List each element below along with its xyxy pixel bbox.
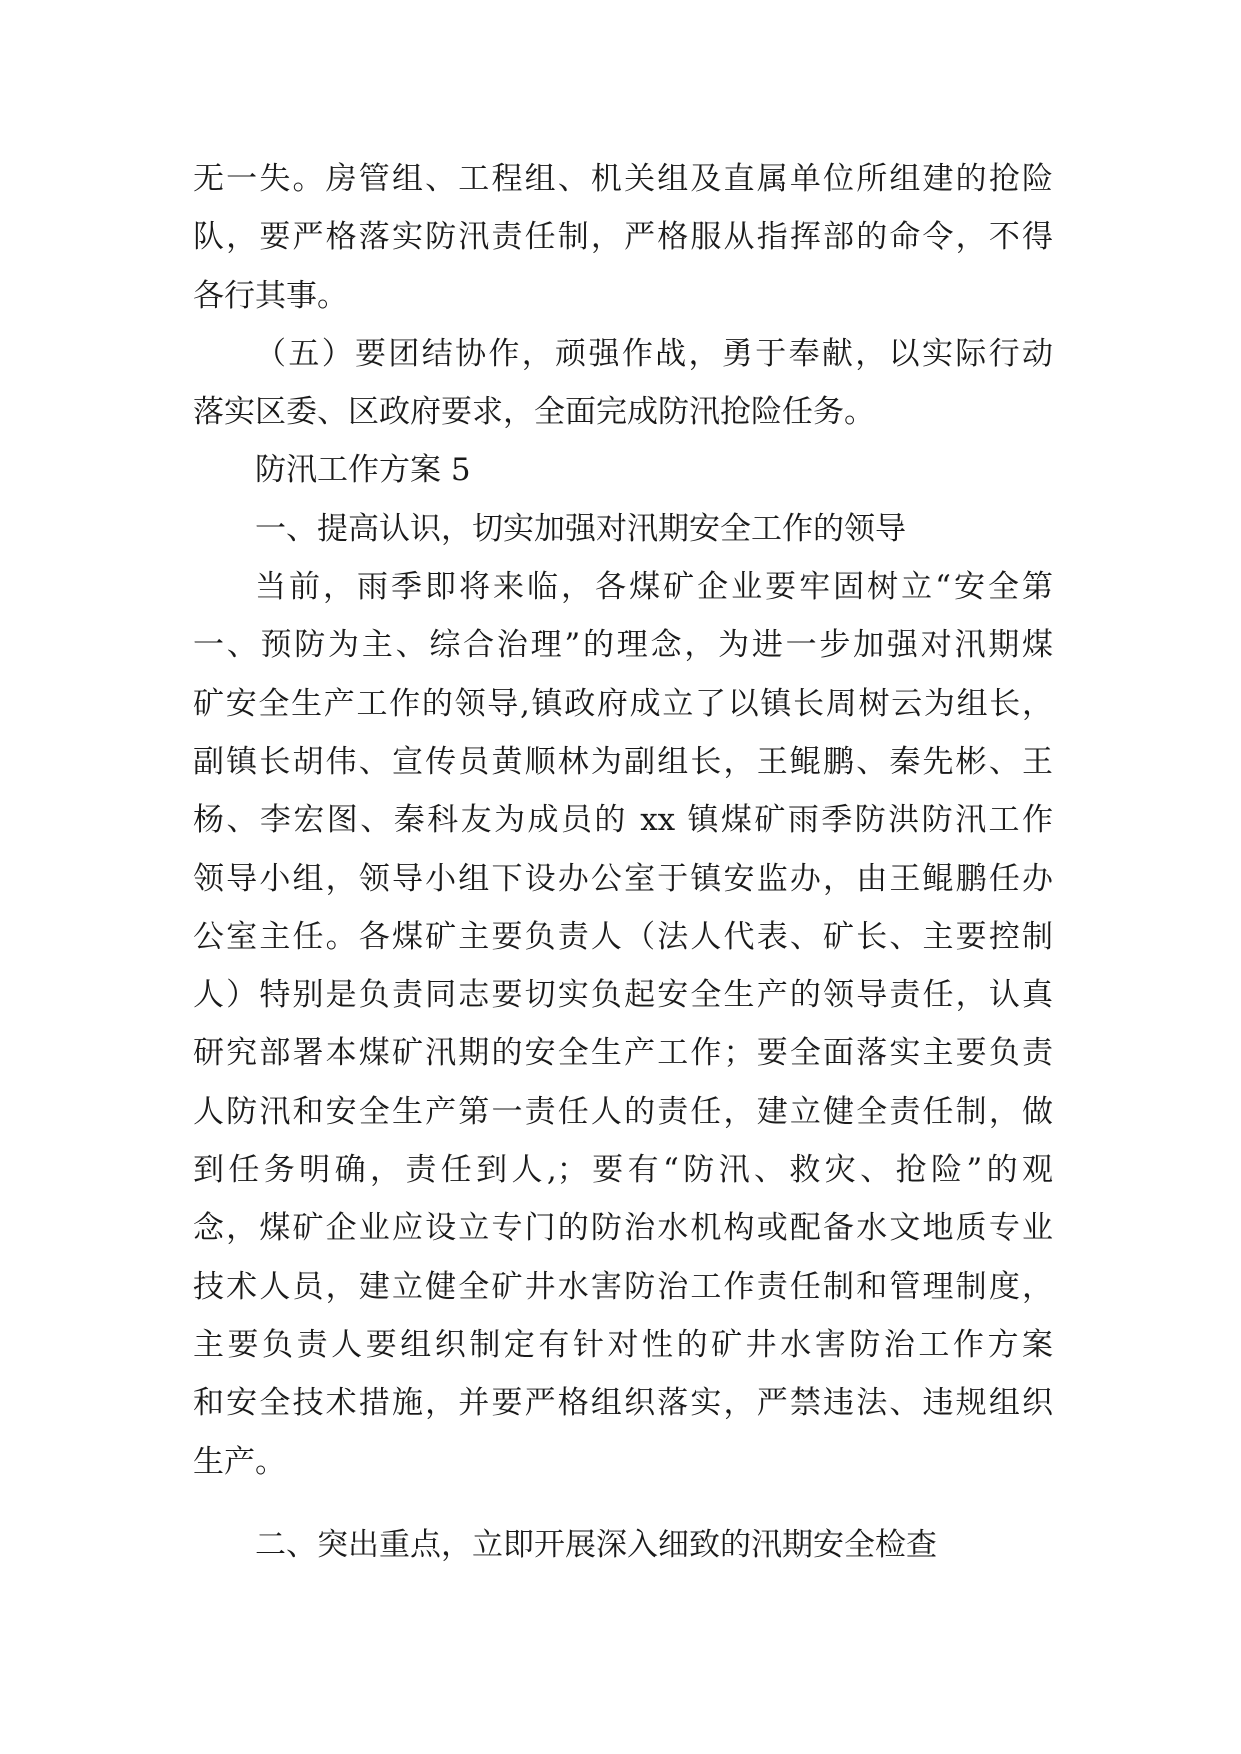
text-line: 落实区委、区政府要求，全面完成防汛抢险任务。: [193, 394, 875, 431]
text-line: 人）特别是负责同志要切实负起安全生产的领导责任，认真: [193, 977, 1053, 1014]
text-line: 一、提高认识，切实加强对汛期安全工作的领导: [255, 510, 906, 547]
text-line: 当前，雨季即将来临，各煤矿企业要牢固树立“安全第: [255, 569, 1053, 606]
text-line: 无一失。房管组、工程组、机关组及直属单位所组建的抢险: [193, 161, 1053, 197]
text-line: 生产。: [193, 1443, 286, 1480]
heading: [193, 1526, 1053, 1584]
text-line: 人防汛和安全生产第一责任人的责任，建立健全责任制，做: [193, 1093, 1053, 1130]
paragraph: [193, 160, 1053, 335]
text-line: 各行其事。: [193, 277, 348, 314]
text-line: （五）要团结协作，顽强作战，勇于奉献，以实际行动: [255, 335, 1053, 372]
text-line: 领导小组，领导小组下设办公室于镇安监办，由王鲲鹏任办: [193, 860, 1053, 897]
text-line: 矿安全生产工作的领导,镇政府成立了以镇长周树云为组长，: [193, 685, 1053, 722]
text-line: 公室主任。各煤矿主要负责人（法人代表、矿长、主要控制: [193, 918, 1053, 955]
paragraph: [193, 335, 1053, 452]
text-line: 研究部署本煤矿汛期的安全生产工作；要全面落实主要负责: [193, 1035, 1053, 1072]
document-body: [193, 160, 1053, 1584]
text-line: 杨、李宏图、秦科友为成员的 xx 镇煤矿雨季防洪防汛工作: [193, 802, 1053, 839]
paragraph-spacer: [193, 1501, 1053, 1526]
text-line: 念，煤矿企业应设立专门的防治水机构或配备水文地质专业: [193, 1210, 1053, 1247]
paragraph: [193, 568, 1053, 1501]
text-line: 主要负责人要组织制定有针对性的矿井水害防治工作方案: [193, 1326, 1053, 1363]
text-line: 二、突出重点，立即开展深入细致的汛期安全检查: [255, 1526, 937, 1563]
text-line: 防汛工作方案 5: [255, 452, 471, 489]
text-line: 一、预防为主、综合治理”的理念，为进一步加强对汛期煤: [193, 627, 1053, 664]
text-line: 副镇长胡伟、宣传员黄顺林为副组长，王鲲鹏、秦先彬、王: [193, 743, 1053, 780]
heading: [193, 510, 1053, 568]
text-line: 技术人员，建立健全矿井水害防治工作责任制和管理制度，: [193, 1268, 1053, 1305]
text-line: 到任务明确，责任到人,；要有“防汛、救灾、抢险”的观: [193, 1152, 1053, 1189]
text-line: 队，要严格落实防汛责任制，严格服从指挥部的命令，不得: [193, 219, 1053, 256]
text-line: 和安全技术措施，并要严格组织落实，严禁违法、违规组织: [193, 1385, 1053, 1422]
section-title: [193, 451, 1053, 509]
